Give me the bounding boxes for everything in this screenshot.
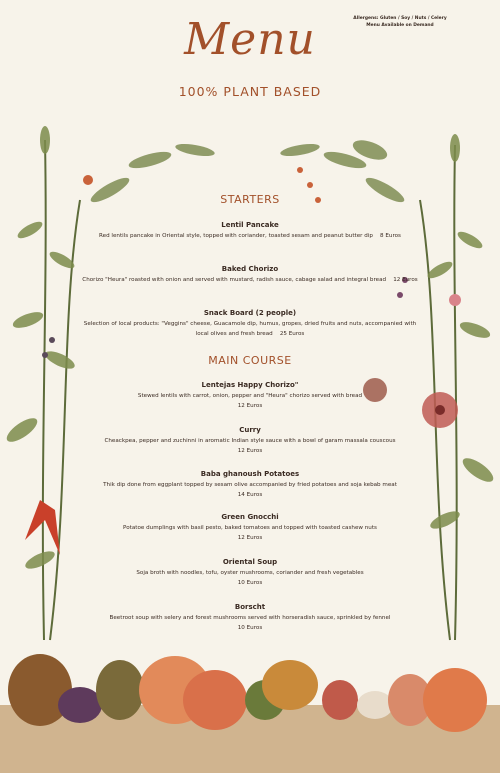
item-name: Baked Chorizo [221,265,279,273]
item-description: Selection of local products: "Veggins" cheese, Guacamole dip, humus, gropes, dried fruits and nuts, accompanied with local olives and fresh bread 25 Euros [83,321,417,337]
item-description: Cheackpea, pepper and zuchinni in aromatic Indian style sauce with a bowl of garam massala couscous [104,438,396,444]
item-price: 12 Euros [237,402,263,409]
item-name: Green Gnocchi [221,513,279,521]
item-name: Oriental Soup [222,558,278,566]
menu-title: Menu [184,14,316,65]
item-description: Potatoe dumplings with basil pesto, baked tomatoes and topped with toasted cashew nuts [123,525,377,531]
item-price: 10 Euros [237,624,263,631]
item-price: 12 Euros [237,447,263,454]
menu-item [82,221,418,242]
item-price: 12 Euros [237,534,263,541]
item-description: Chorizo "Heura" roasted with onion and served with mustard, radish sauce, cabage salad and integral bread 12 Euros [82,277,418,283]
item-name: Lentil Pancake [221,221,279,229]
menu-item [82,309,418,340]
item-price: 25 Euros [279,330,305,337]
allergens-line: Allergens: Gluten / Soy / Nuts / Celery [353,16,447,21]
item-price: 12 Euros [393,277,418,283]
item-name: Snack Board (2 people) [203,309,297,317]
item-name: Borscht [234,603,266,611]
menu-item [82,381,418,412]
menu-item [82,513,418,544]
section-title-starters: STARTERS [220,193,280,206]
item-name: Lentejas Happy Chorizo" [201,381,299,389]
item-name: Curry [239,426,261,434]
menu-item [82,558,418,589]
item-description: Beetroot soup with selery and forest mushrooms served with horseradish sauce, sprinkled by fennel [109,615,391,621]
menu-item [82,470,418,501]
item-description: Stewed lentils with carrot, onion, pepper and "Heura" chorizo served with bread [137,393,363,399]
item-description: Soja broth with noodles, tofu, oyster mushrooms, coriander and fresh vegetables [136,570,364,576]
item-price: 8 Euros [380,233,401,239]
item-price: 10 Euros [237,579,263,586]
item-description: Thik dip done from eggplant topped by sesam olive accompanied by fried potatoes and soja kebab meat [103,482,397,488]
item-name: Baba ghanoush Potatoes [200,470,300,478]
item-price: 14 Euros [237,491,263,498]
section-title-main-course: MAIN COURSE [208,354,292,367]
item-description: Red lentils pancake in Oriental style, topped with coriander, toasted sesam and peanut butter dip 8 Euros [99,233,401,239]
menu-item [82,265,418,286]
menu-availability-line: Menu Available on Demand [366,23,434,29]
menu-item [82,603,418,634]
menu-subtitle: 100% PLANT BASED [178,84,322,99]
menu-item [82,426,418,457]
